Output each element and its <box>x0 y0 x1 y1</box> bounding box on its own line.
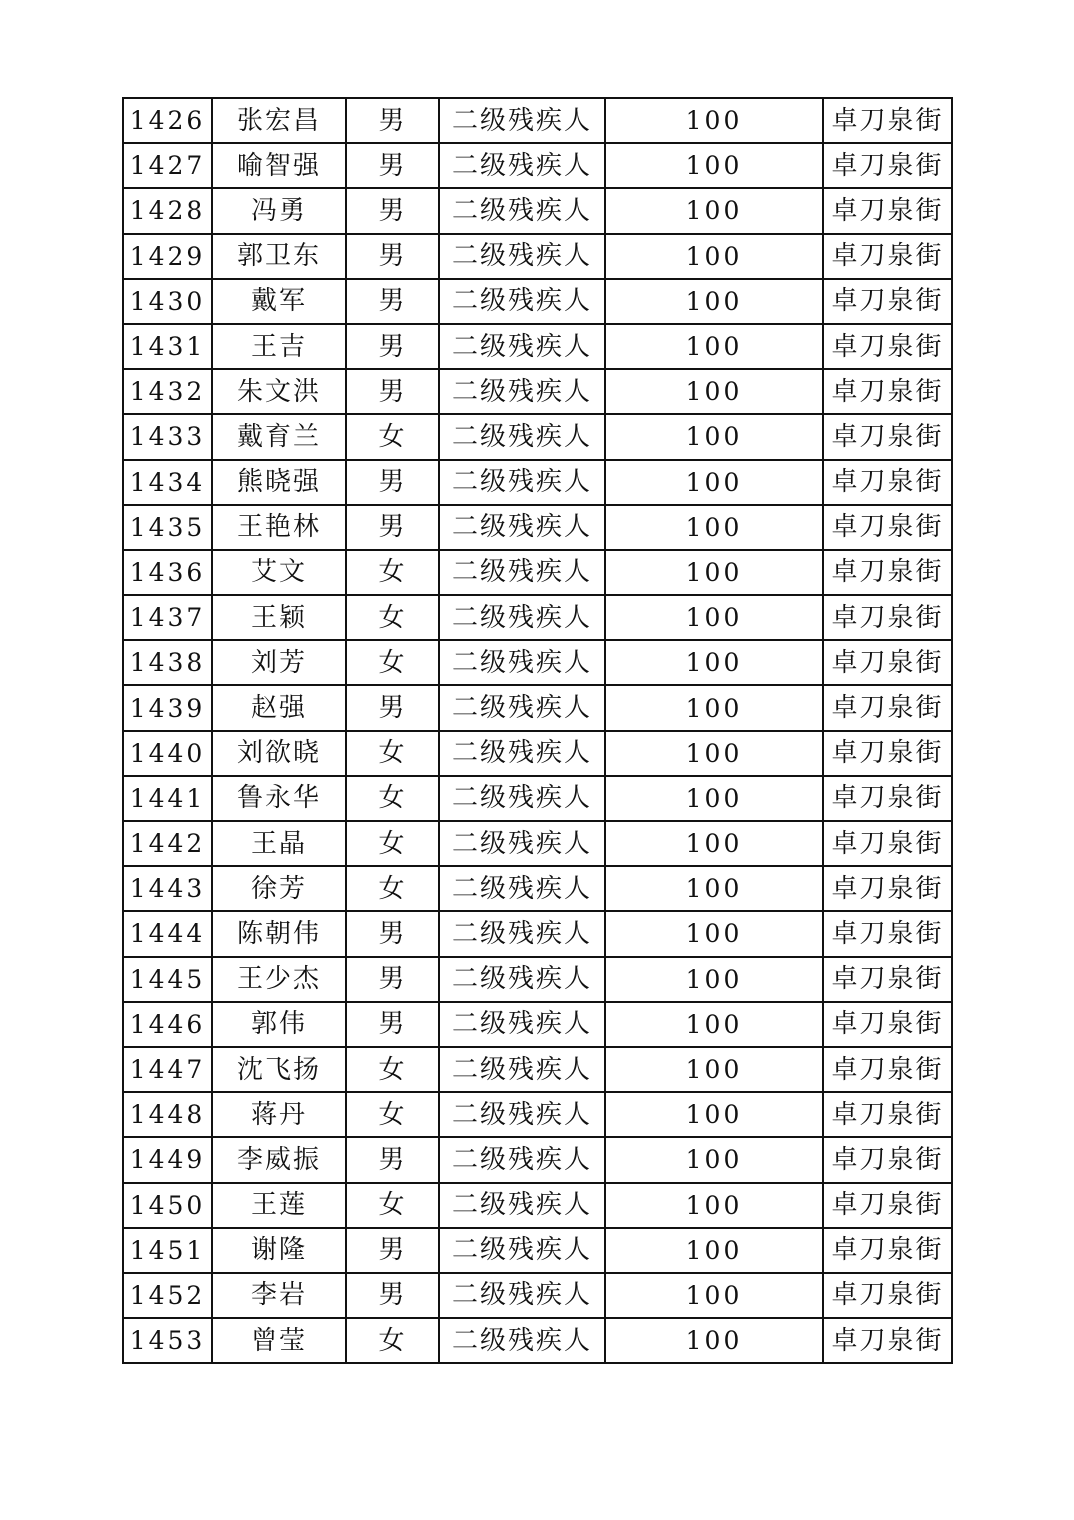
serial-number-cell: 1440 <box>123 731 212 776</box>
serial-number-cell: 1428 <box>123 188 212 233</box>
amount-cell: 100 <box>605 911 823 956</box>
serial-number-cell: 1431 <box>123 324 212 369</box>
disability-category-cell: 二级残疾人 <box>439 324 605 369</box>
name-cell: 曾莹 <box>212 1318 346 1363</box>
street-cell: 卓刀泉街 <box>823 1092 952 1137</box>
serial-number-cell: 1442 <box>123 821 212 866</box>
disability-category-cell: 二级残疾人 <box>439 143 605 188</box>
serial-number-cell: 1429 <box>123 234 212 279</box>
street-cell: 卓刀泉街 <box>823 1002 952 1047</box>
street-cell: 卓刀泉街 <box>823 279 952 324</box>
amount-cell: 100 <box>605 234 823 279</box>
table-row <box>123 550 952 595</box>
serial-number-cell: 1451 <box>123 1228 212 1273</box>
roster-table <box>122 97 953 1364</box>
name-cell: 谢隆 <box>212 1228 346 1273</box>
street-cell: 卓刀泉街 <box>823 188 952 233</box>
name-cell: 王晶 <box>212 821 346 866</box>
name-cell: 戴军 <box>212 279 346 324</box>
serial-number-cell: 1453 <box>123 1318 212 1363</box>
disability-category-cell: 二级残疾人 <box>439 1047 605 1092</box>
amount-cell: 100 <box>605 369 823 414</box>
disability-category-cell: 二级残疾人 <box>439 911 605 956</box>
serial-number-cell: 1443 <box>123 866 212 911</box>
serial-number-cell: 1437 <box>123 595 212 640</box>
gender-cell: 女 <box>346 1047 439 1092</box>
street-cell: 卓刀泉街 <box>823 234 952 279</box>
amount-cell: 100 <box>605 98 823 143</box>
gender-cell: 男 <box>346 279 439 324</box>
gender-cell: 男 <box>346 957 439 1002</box>
disability-category-cell: 二级残疾人 <box>439 369 605 414</box>
name-cell: 沈飞扬 <box>212 1047 346 1092</box>
name-cell: 喻智强 <box>212 143 346 188</box>
disability-category-cell: 二级残疾人 <box>439 640 605 685</box>
name-cell: 李岩 <box>212 1273 346 1318</box>
serial-number-cell: 1450 <box>123 1183 212 1228</box>
disability-category-cell: 二级残疾人 <box>439 98 605 143</box>
serial-number-cell: 1439 <box>123 685 212 730</box>
serial-number-cell: 1441 <box>123 776 212 821</box>
gender-cell: 女 <box>346 1183 439 1228</box>
amount-cell: 100 <box>605 324 823 369</box>
amount-cell: 100 <box>605 957 823 1002</box>
amount-cell: 100 <box>605 866 823 911</box>
street-cell: 卓刀泉街 <box>823 1228 952 1273</box>
street-cell: 卓刀泉街 <box>823 911 952 956</box>
table-row <box>123 1047 952 1092</box>
amount-cell: 100 <box>605 595 823 640</box>
disability-category-cell: 二级残疾人 <box>439 460 605 505</box>
table-row <box>123 279 952 324</box>
street-cell: 卓刀泉街 <box>823 776 952 821</box>
street-cell: 卓刀泉街 <box>823 414 952 459</box>
disability-category-cell: 二级残疾人 <box>439 1228 605 1273</box>
street-cell: 卓刀泉街 <box>823 369 952 414</box>
name-cell: 王吉 <box>212 324 346 369</box>
gender-cell: 女 <box>346 821 439 866</box>
street-cell: 卓刀泉街 <box>823 1183 952 1228</box>
disability-category-cell: 二级残疾人 <box>439 866 605 911</box>
gender-cell: 女 <box>346 550 439 595</box>
disability-category-cell: 二级残疾人 <box>439 1318 605 1363</box>
street-cell: 卓刀泉街 <box>823 324 952 369</box>
amount-cell: 100 <box>605 1137 823 1182</box>
disability-category-cell: 二级残疾人 <box>439 550 605 595</box>
street-cell: 卓刀泉街 <box>823 550 952 595</box>
disability-category-cell: 二级残疾人 <box>439 505 605 550</box>
street-cell: 卓刀泉街 <box>823 98 952 143</box>
name-cell: 朱文洪 <box>212 369 346 414</box>
disability-category-cell: 二级残疾人 <box>439 1137 605 1182</box>
table-row <box>123 1137 952 1182</box>
gender-cell: 男 <box>346 324 439 369</box>
gender-cell: 女 <box>346 1092 439 1137</box>
amount-cell: 100 <box>605 414 823 459</box>
name-cell: 王少杰 <box>212 957 346 1002</box>
table-row <box>123 640 952 685</box>
name-cell: 王艳林 <box>212 505 346 550</box>
gender-cell: 男 <box>346 1273 439 1318</box>
name-cell: 王莲 <box>212 1183 346 1228</box>
gender-cell: 女 <box>346 1318 439 1363</box>
serial-number-cell: 1430 <box>123 279 212 324</box>
table-row <box>123 505 952 550</box>
gender-cell: 女 <box>346 866 439 911</box>
street-cell: 卓刀泉街 <box>823 1318 952 1363</box>
gender-cell: 男 <box>346 460 439 505</box>
disability-category-cell: 二级残疾人 <box>439 731 605 776</box>
serial-number-cell: 1435 <box>123 505 212 550</box>
amount-cell: 100 <box>605 279 823 324</box>
disability-category-cell: 二级残疾人 <box>439 685 605 730</box>
street-cell: 卓刀泉街 <box>823 1047 952 1092</box>
gender-cell: 男 <box>346 188 439 233</box>
name-cell: 徐芳 <box>212 866 346 911</box>
name-cell: 戴育兰 <box>212 414 346 459</box>
name-cell: 艾文 <box>212 550 346 595</box>
gender-cell: 男 <box>346 505 439 550</box>
gender-cell: 男 <box>346 1002 439 1047</box>
amount-cell: 100 <box>605 685 823 730</box>
gender-cell: 女 <box>346 776 439 821</box>
street-cell: 卓刀泉街 <box>823 731 952 776</box>
name-cell: 蒋丹 <box>212 1092 346 1137</box>
gender-cell: 男 <box>346 98 439 143</box>
serial-number-cell: 1446 <box>123 1002 212 1047</box>
gender-cell: 男 <box>346 234 439 279</box>
amount-cell: 100 <box>605 188 823 233</box>
amount-cell: 100 <box>605 460 823 505</box>
street-cell: 卓刀泉街 <box>823 685 952 730</box>
street-cell: 卓刀泉街 <box>823 143 952 188</box>
name-cell: 熊晓强 <box>212 460 346 505</box>
table-row <box>123 324 952 369</box>
gender-cell: 男 <box>346 685 439 730</box>
table-row <box>123 1183 952 1228</box>
disability-category-cell: 二级残疾人 <box>439 595 605 640</box>
table-row <box>123 911 952 956</box>
amount-cell: 100 <box>605 550 823 595</box>
serial-number-cell: 1438 <box>123 640 212 685</box>
disability-category-cell: 二级残疾人 <box>439 1183 605 1228</box>
serial-number-cell: 1433 <box>123 414 212 459</box>
disability-category-cell: 二级残疾人 <box>439 279 605 324</box>
serial-number-cell: 1426 <box>123 98 212 143</box>
disability-category-cell: 二级残疾人 <box>439 776 605 821</box>
name-cell: 赵强 <box>212 685 346 730</box>
table-row <box>123 143 952 188</box>
name-cell: 王颖 <box>212 595 346 640</box>
amount-cell: 100 <box>605 1092 823 1137</box>
amount-cell: 100 <box>605 731 823 776</box>
gender-cell: 男 <box>346 911 439 956</box>
gender-cell: 男 <box>346 1137 439 1182</box>
street-cell: 卓刀泉街 <box>823 505 952 550</box>
serial-number-cell: 1434 <box>123 460 212 505</box>
serial-number-cell: 1452 <box>123 1273 212 1318</box>
serial-number-cell: 1447 <box>123 1047 212 1092</box>
amount-cell: 100 <box>605 776 823 821</box>
serial-number-cell: 1449 <box>123 1137 212 1182</box>
gender-cell: 男 <box>346 369 439 414</box>
table-row <box>123 414 952 459</box>
street-cell: 卓刀泉街 <box>823 1273 952 1318</box>
disability-category-cell: 二级残疾人 <box>439 957 605 1002</box>
name-cell: 郭卫东 <box>212 234 346 279</box>
table-row <box>123 821 952 866</box>
street-cell: 卓刀泉街 <box>823 640 952 685</box>
table-row <box>123 957 952 1002</box>
name-cell: 张宏昌 <box>212 98 346 143</box>
amount-cell: 100 <box>605 1273 823 1318</box>
table-row <box>123 1273 952 1318</box>
serial-number-cell: 1427 <box>123 143 212 188</box>
gender-cell: 女 <box>346 640 439 685</box>
serial-number-cell: 1445 <box>123 957 212 1002</box>
name-cell: 陈朝伟 <box>212 911 346 956</box>
serial-number-cell: 1448 <box>123 1092 212 1137</box>
amount-cell: 100 <box>605 143 823 188</box>
gender-cell: 女 <box>346 595 439 640</box>
amount-cell: 100 <box>605 1002 823 1047</box>
disability-category-cell: 二级残疾人 <box>439 234 605 279</box>
amount-cell: 100 <box>605 640 823 685</box>
table-row <box>123 1002 952 1047</box>
table-row <box>123 188 952 233</box>
amount-cell: 100 <box>605 1183 823 1228</box>
disability-category-cell: 二级残疾人 <box>439 1002 605 1047</box>
table-row <box>123 1318 952 1363</box>
table-row <box>123 1092 952 1137</box>
amount-cell: 100 <box>605 505 823 550</box>
roster-table-body <box>123 98 952 1363</box>
table-row <box>123 234 952 279</box>
serial-number-cell: 1444 <box>123 911 212 956</box>
disability-category-cell: 二级残疾人 <box>439 414 605 459</box>
street-cell: 卓刀泉街 <box>823 595 952 640</box>
disability-category-cell: 二级残疾人 <box>439 1092 605 1137</box>
disability-category-cell: 二级残疾人 <box>439 1273 605 1318</box>
gender-cell: 女 <box>346 731 439 776</box>
name-cell: 郭伟 <box>212 1002 346 1047</box>
table-row <box>123 776 952 821</box>
disability-category-cell: 二级残疾人 <box>439 188 605 233</box>
serial-number-cell: 1432 <box>123 369 212 414</box>
name-cell: 刘芳 <box>212 640 346 685</box>
street-cell: 卓刀泉街 <box>823 460 952 505</box>
name-cell: 刘欲晓 <box>212 731 346 776</box>
amount-cell: 100 <box>605 1318 823 1363</box>
table-row <box>123 1228 952 1273</box>
table-row <box>123 685 952 730</box>
disability-category-cell: 二级残疾人 <box>439 821 605 866</box>
street-cell: 卓刀泉街 <box>823 957 952 1002</box>
table-row <box>123 866 952 911</box>
gender-cell: 男 <box>346 143 439 188</box>
amount-cell: 100 <box>605 1228 823 1273</box>
table-row <box>123 460 952 505</box>
name-cell: 冯勇 <box>212 188 346 233</box>
table-row <box>123 98 952 143</box>
street-cell: 卓刀泉街 <box>823 1137 952 1182</box>
table-row <box>123 369 952 414</box>
gender-cell: 女 <box>346 414 439 459</box>
gender-cell: 男 <box>346 1228 439 1273</box>
table-row <box>123 731 952 776</box>
amount-cell: 100 <box>605 821 823 866</box>
table-row <box>123 595 952 640</box>
name-cell: 鲁永华 <box>212 776 346 821</box>
street-cell: 卓刀泉街 <box>823 821 952 866</box>
serial-number-cell: 1436 <box>123 550 212 595</box>
street-cell: 卓刀泉街 <box>823 866 952 911</box>
name-cell: 李威振 <box>212 1137 346 1182</box>
amount-cell: 100 <box>605 1047 823 1092</box>
